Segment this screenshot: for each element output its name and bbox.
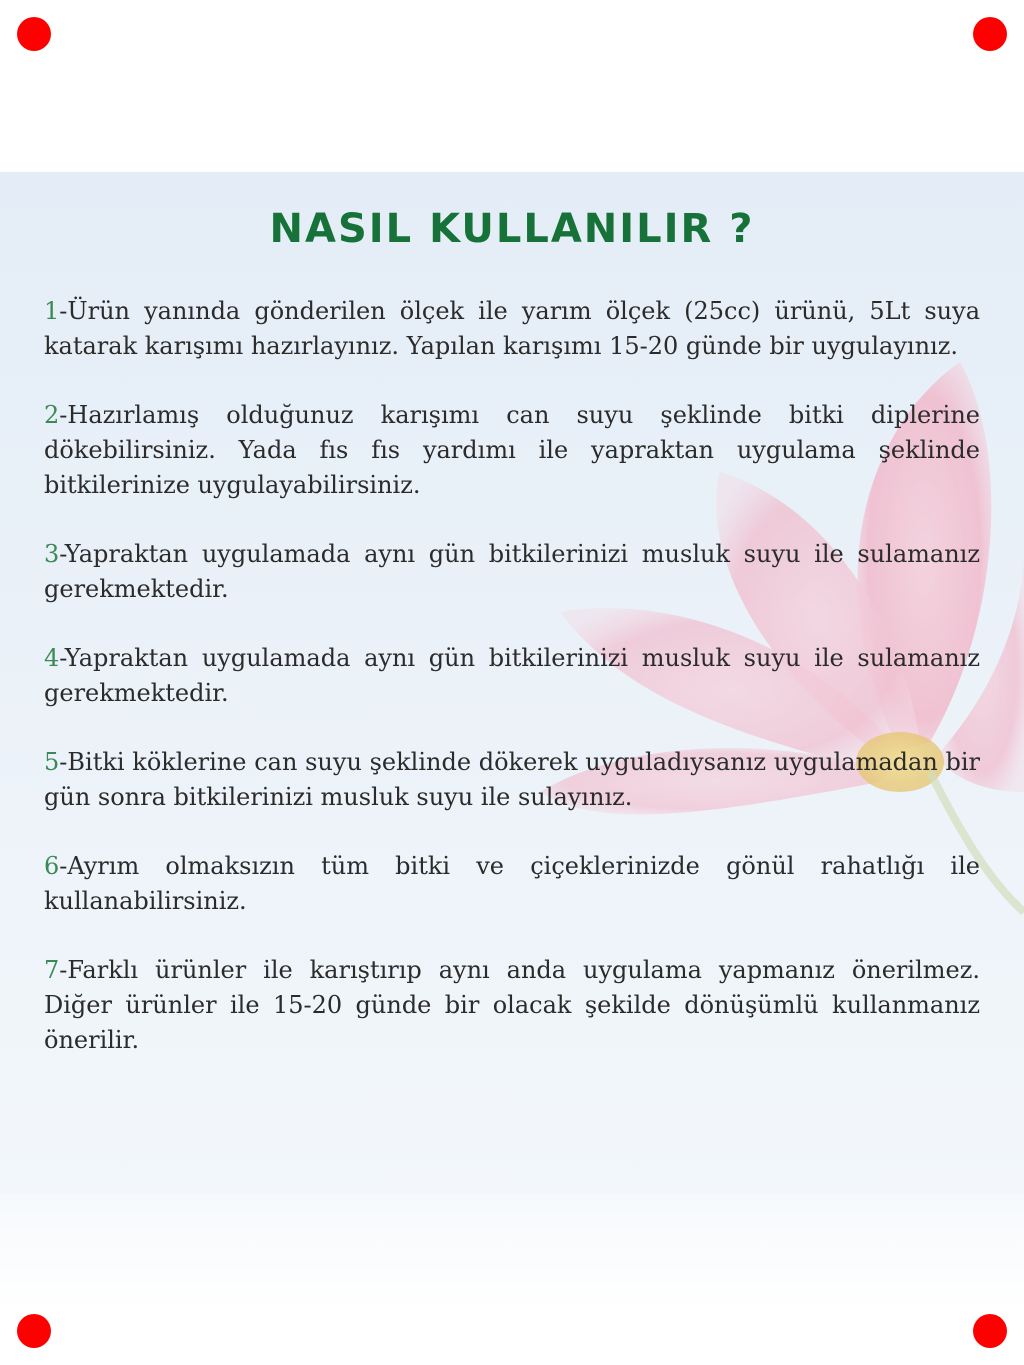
step-text: -Hazırlamış olduğunuz karışımı can suyu şeklinde bitki diplerine dökebilirsiniz. Yada fıs fıs yardımı ile yapraktan uygulama şeklinde bitkilerinize uygulayabilirsiniz. bbox=[44, 401, 980, 499]
step-text: -Bitki köklerine can suyu şeklinde dökerek uyguladıysanız uygulamadan bir gün sonra bitkilerinizi musluk suyu ile sulayınız. bbox=[44, 748, 980, 811]
step-number: 1 bbox=[44, 297, 60, 325]
instruction-steps-list bbox=[44, 294, 980, 1092]
instruction-step bbox=[44, 953, 980, 1058]
instruction-step bbox=[44, 849, 980, 919]
step-number: 2 bbox=[44, 401, 60, 429]
corner-marker-top-left bbox=[17, 17, 51, 51]
corner-marker-top-right bbox=[973, 17, 1007, 51]
corner-marker-bottom-right bbox=[973, 1314, 1007, 1348]
step-text: -Yapraktan uygulamada aynı gün bitkilerinizi musluk suyu ile sulamanız gerekmektedir. bbox=[44, 644, 980, 707]
instruction-step bbox=[44, 641, 980, 711]
corner-marker-bottom-left bbox=[17, 1314, 51, 1348]
step-number: 5 bbox=[44, 748, 60, 776]
instruction-panel bbox=[0, 172, 1024, 1194]
step-text: -Ayrım olmaksızın tüm bitki ve çiçeklerinizde gönül rahatlığı ile kullanabilirsiniz. bbox=[44, 852, 980, 915]
page-title: NASIL KULLANILIR ? bbox=[269, 206, 755, 252]
instruction-step bbox=[44, 745, 980, 815]
step-text: -Yapraktan uygulamada aynı gün bitkilerinizi musluk suyu ile sulamanız gerekmektedir. bbox=[44, 540, 980, 603]
step-number: 7 bbox=[44, 956, 60, 984]
instruction-step bbox=[44, 294, 980, 364]
step-text: -Ürün yanında gönderilen ölçek ile yarım ölçek (25cc) ürünü, 5Lt suya katarak karışımı hazırlayınız. Yapılan karışımı 15-20 günde bir uygulayınız. bbox=[44, 297, 980, 360]
step-text: -Farklı ürünler ile karıştırıp aynı anda uygulama yapmanız önerilmez. Diğer ürünler ile 15-20 günde bir olacak şekilde dönüşümlü kullanmanız önerilir. bbox=[44, 956, 980, 1054]
step-number: 3 bbox=[44, 540, 60, 568]
instruction-step bbox=[44, 537, 980, 607]
instruction-step bbox=[44, 398, 980, 503]
panel-bottom-fade bbox=[0, 1194, 1024, 1314]
step-number: 6 bbox=[44, 852, 60, 880]
step-number: 4 bbox=[44, 644, 60, 672]
